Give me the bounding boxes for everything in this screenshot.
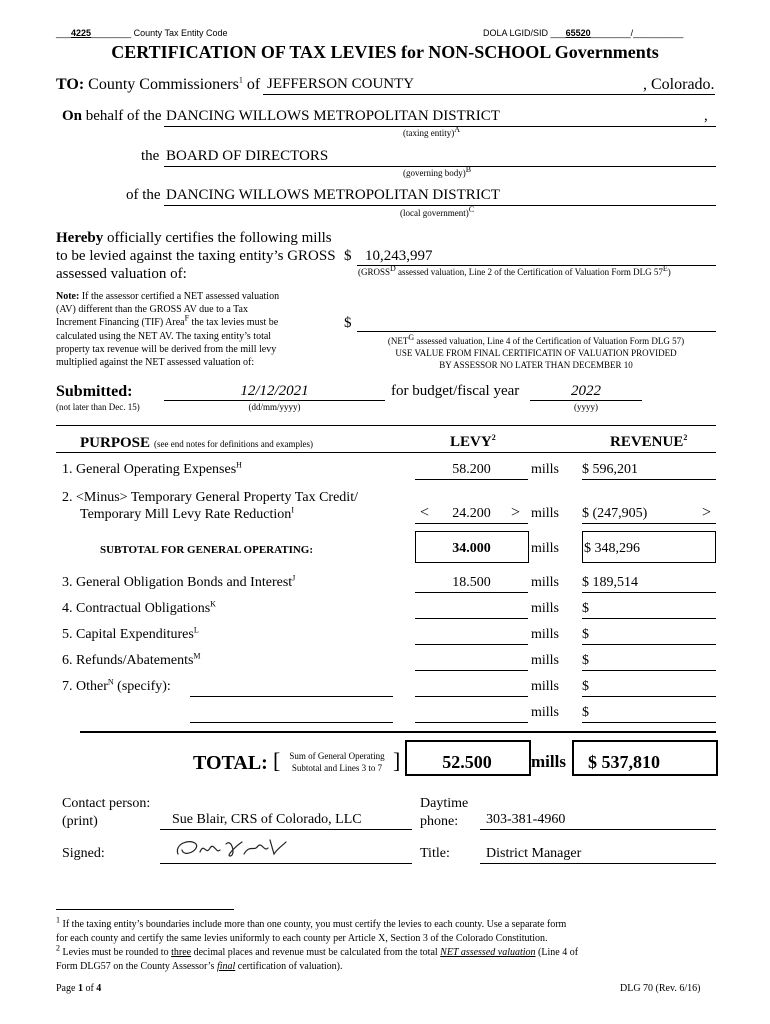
local-label: of the: [126, 187, 161, 203]
revenue-header: REVENUE$^2$: [610, 433, 688, 450]
form-revision: DLG 70 (Rev. 6/16): [620, 983, 701, 994]
to-label: TO: County Commissioners$^1$ of: [56, 75, 261, 93]
total-levy[interactable]: 52.500: [442, 752, 492, 772]
footnote-1b: for each county and certify the same levies uniformly to each county per Article X, Section 3 of the Colorado Constitution.: [56, 933, 548, 944]
footnotes: [56, 915, 716, 974]
total-revenue[interactable]: $ 537,810: [588, 752, 660, 772]
submitted-note: (not later than Dec. 15): [56, 402, 140, 412]
table-top-rule: [56, 425, 716, 426]
row4-levy[interactable]: [415, 601, 528, 619]
row-capital-label: 5. Capital Expenditures$^L$: [62, 625, 199, 642]
governing-label: the: [141, 148, 160, 164]
subtotal-label: SUBTOTAL FOR GENERAL OPERATING:: [100, 544, 314, 556]
subtotal-revenue[interactable]: $ 348,296: [584, 541, 640, 556]
county-code-line: ___4225________ County Tax Entity Code: [56, 28, 228, 38]
row6-mills: mills: [531, 653, 560, 668]
row7-revenue[interactable]: $: [582, 679, 716, 697]
contact-person-field[interactable]: Sue Blair, CRS of Colorado, LLC: [160, 812, 412, 830]
title-label: Title:: [420, 846, 450, 861]
phone-field[interactable]: 303-381-4960: [480, 812, 716, 830]
row1-mills: mills: [531, 462, 560, 477]
total-bracket-close: ]: [393, 748, 401, 773]
contact-person-label: Contact person: (print): [62, 796, 151, 829]
net-av-field[interactable]: [357, 315, 716, 332]
total-note: Sum of General Operating Subtotal and Lines 3 to 7: [289, 751, 385, 772]
row-other-label: 7. Other$^N$ (specify):: [62, 677, 171, 694]
row7-levy[interactable]: [415, 679, 528, 697]
gross-dollar: $: [344, 248, 352, 264]
hereby-line3: assessed valuation of:: [56, 266, 187, 282]
dola-line: DOLA LGID/SID ___65520________/__________: [483, 28, 684, 38]
year-caption: (yyyy): [574, 402, 598, 412]
county-code: 4225: [71, 28, 92, 38]
net-caption: ($NET^G$ assessed valuation, Line 4 of the Certification of Valuation Form DLG 57) USE VALUE FROM FINAL CERTIFICATIN OF VALUATION PROVIDED BY ASSESSOR NO LATER THAN DECEMBER 10: [387, 333, 685, 370]
behalf-label: On behalf of the: [62, 108, 162, 124]
row5-mills: mills: [531, 627, 560, 642]
revenue-gt-bracket: >: [702, 504, 712, 521]
row1-levy[interactable]: 58.200: [415, 462, 528, 480]
row-go-bonds-label: 3. General Obligation Bonds and Interest$^J$: [62, 573, 296, 590]
taxing-entity-caption: (taxing entity)$^A$: [403, 125, 461, 138]
row6-revenue[interactable]: $: [582, 653, 716, 671]
dola-label: DOLA LGID/SID: [483, 28, 549, 38]
fiscal-year-field[interactable]: 2022: [530, 383, 642, 401]
handwritten-signature: [170, 834, 290, 864]
title-field[interactable]: District Manager: [480, 846, 716, 864]
row-contractual-label: 4. Contractual Obligations$^K$: [62, 599, 216, 616]
submitted-date-field[interactable]: 12/12/2021: [164, 383, 385, 401]
other-specify-field[interactable]: [190, 679, 393, 697]
page-number: Page 1 of 4: [56, 983, 102, 994]
row3-revenue[interactable]: $ 189,514: [582, 575, 716, 593]
header-rule: [56, 452, 716, 453]
date-caption: (dd/mm/yyyy): [248, 402, 301, 412]
gross-caption: ($GROSS^D$ assessed valuation, Line 2 of the Certification of Valuation Form DLG $57^E$): [358, 264, 671, 277]
dola-slash: /: [630, 28, 634, 38]
levy-header: LEVY$^2$: [450, 433, 496, 450]
governing-body-field[interactable]: BOARD OF DIRECTORS: [164, 148, 716, 167]
colorado-label: , Colorado.: [643, 76, 715, 93]
footnote-2b: Form DLG57 on the County Assessor’s final certification of valuation).: [56, 961, 343, 972]
subtotal-mills: mills: [531, 541, 560, 556]
row7b-mills: mills: [531, 705, 560, 720]
row1-revenue[interactable]: $ 596,201: [582, 462, 716, 480]
total-mills: mills: [531, 752, 566, 771]
local-caption: (local government)$^C$: [400, 205, 475, 218]
row3-levy[interactable]: 18.500: [415, 575, 528, 593]
row4-mills: mills: [531, 601, 560, 616]
local-government-field[interactable]: DANCING WILLOWS METROPOLITAN DISTRICT: [164, 187, 716, 206]
phone-label: Daytime phone:: [420, 796, 469, 829]
row2-levy[interactable]: 24.200: [415, 506, 528, 524]
taxing-entity-field[interactable]: DANCING WILLOWS METROPOLITAN DISTRICT: [164, 108, 716, 127]
row7b-levy[interactable]: [415, 705, 528, 723]
row4-revenue[interactable]: $: [582, 601, 716, 619]
row5-levy[interactable]: [415, 627, 528, 645]
hereby-line2: to be levied against the taxing entity’s GROSS: [56, 248, 336, 264]
county-field[interactable]: JEFFERSON COUNTY: [263, 76, 715, 95]
other-specify-field-2[interactable]: [190, 705, 393, 723]
subtotal-levy[interactable]: 34.000: [452, 541, 491, 556]
net-av-note: Note: If the assessor certified a NET assessed valuation (AV) different than the GROSS AV due to a Tax Increment Financing (TIF) Area$^F$ the tax levies must be calculated using the NET AV. The taxing entity’s total property tax revenue will be derived from the mill levy multiplied against the NET assessed valuation of:: [56, 291, 280, 369]
signed-label: Signed:: [62, 846, 105, 861]
hereby-line1: Hereby officially certifies the following mills: [56, 230, 332, 246]
row5-revenue[interactable]: $: [582, 627, 716, 645]
fiscal-year-label: for budget/fiscal year: [391, 383, 520, 399]
page-title: CERTIFICATION OF TAX LEVIES for NON-SCHOOL Governments: [111, 42, 659, 62]
row6-levy[interactable]: [415, 653, 528, 671]
row-temp-credit-label: 2. <Minus> Temporary General Property Tax Credit/ Temporary Mill Levy Rate Reduction$^I$: [62, 490, 358, 522]
row2-mills: mills: [531, 506, 560, 521]
row-refunds-label: 6. Refunds/Abatements$^M$: [62, 651, 201, 668]
row3-mills: mills: [531, 575, 560, 590]
net-dollar: $: [344, 315, 352, 331]
total-label: TOTAL:: [193, 752, 268, 774]
footnote-1: $^1$ If the taxing entity’s boundaries include more than one county, you must certify the levies to each county. Use a separate form: [56, 915, 567, 930]
signature-field[interactable]: [160, 846, 412, 864]
row2-revenue[interactable]: $ (247,905): [582, 506, 716, 524]
gt-bracket: >: [511, 504, 521, 521]
row7-mills: mills: [531, 679, 560, 694]
footnote-2: $^2$ Levies must be rounded to three decimal places and revenue must be calculated from the total NET assessed valuation (Line 4 of: [56, 943, 579, 958]
row7b-revenue[interactable]: $: [582, 705, 716, 723]
footnote-rule: [56, 909, 234, 910]
governing-caption: (governing body)$^B$: [403, 165, 472, 178]
row-general-operating-label: 1. General Operating Expenses$^H$: [62, 460, 242, 477]
purpose-header: PURPOSE (see end notes for definitions and examples): [80, 435, 313, 451]
total-bracket-open: [: [273, 748, 281, 773]
gross-av-field[interactable]: 10,243,997: [357, 248, 716, 266]
table-bottom-rule: [80, 731, 716, 733]
county-code-label: County Tax Entity Code: [133, 28, 228, 38]
submitted-label: Submitted:: [56, 383, 133, 400]
behalf-comma: ,: [704, 108, 708, 124]
lt-bracket: <: [420, 504, 430, 521]
dola-value: 65520: [565, 28, 591, 38]
